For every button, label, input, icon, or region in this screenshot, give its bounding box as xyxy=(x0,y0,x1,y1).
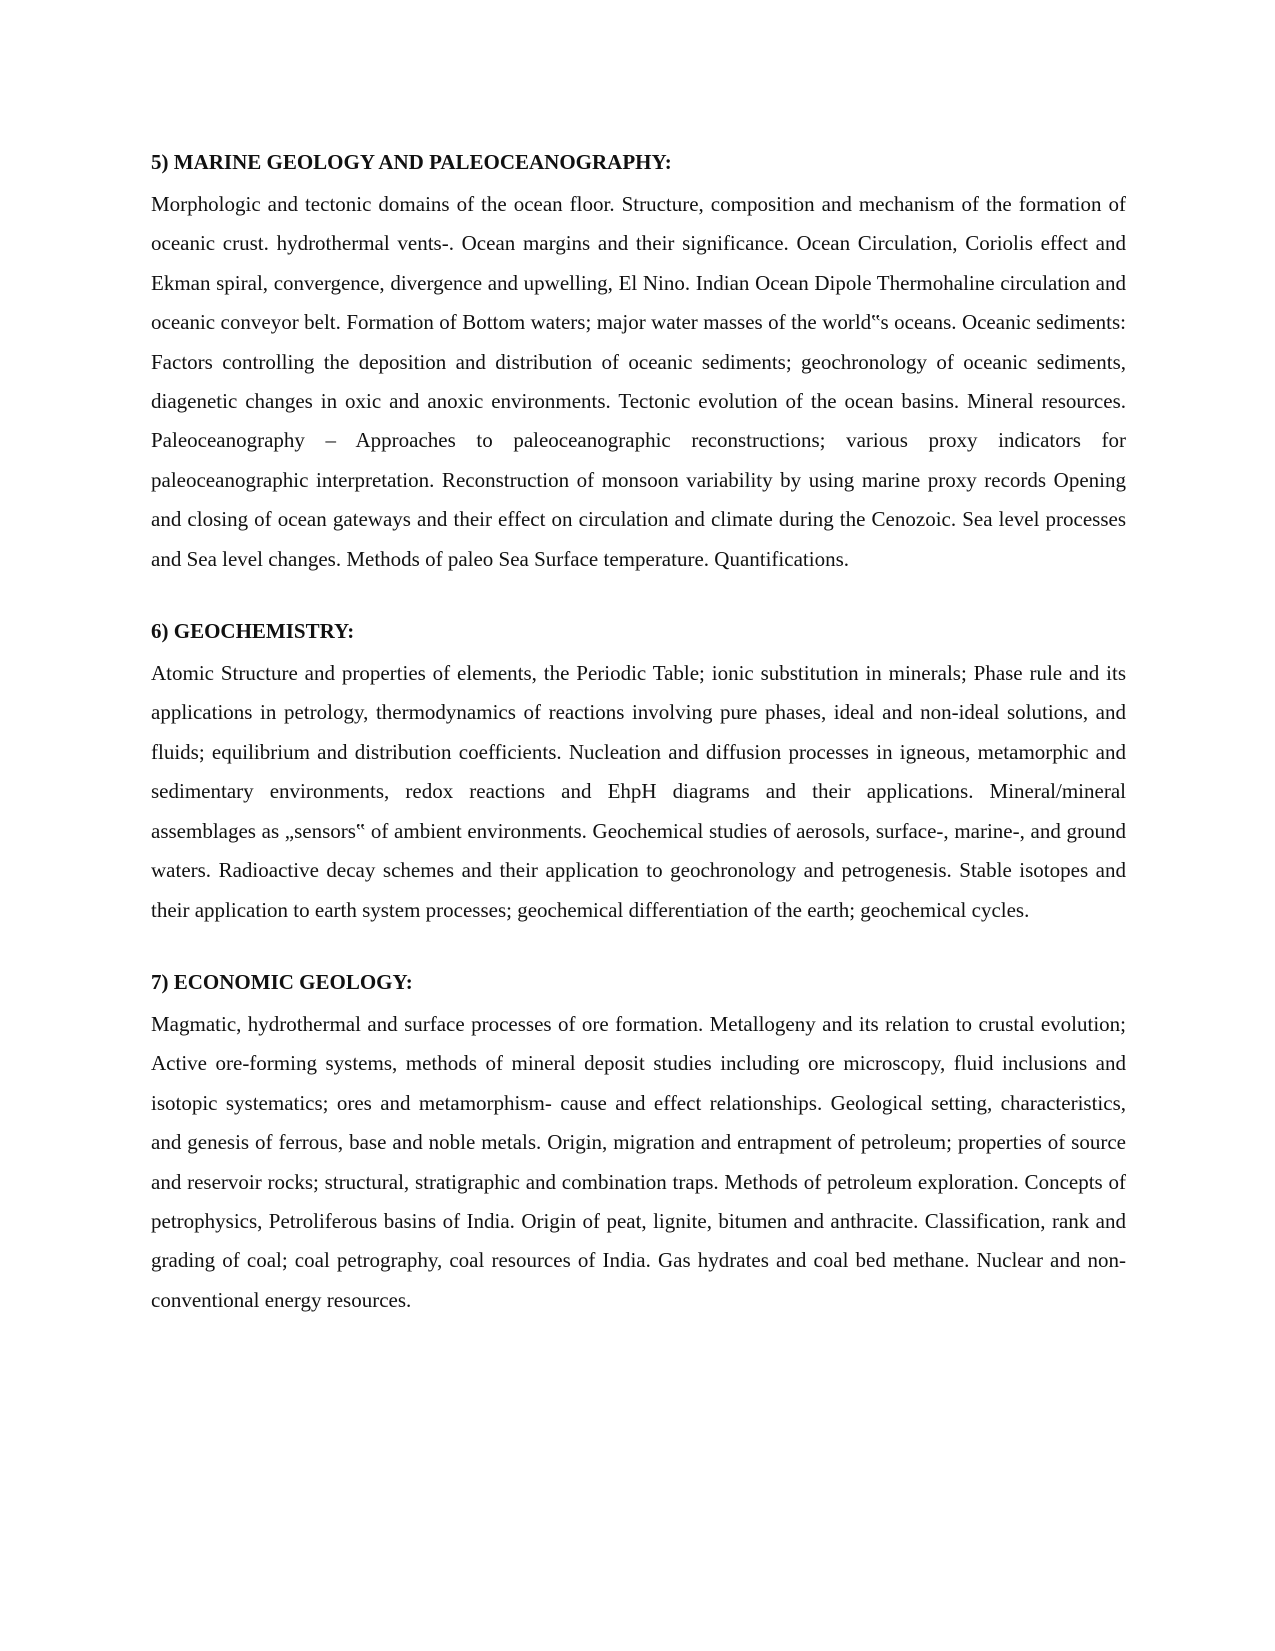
section-economic-geology xyxy=(151,969,1126,1320)
section-body: Atomic Structure and properties of elements, the Periodic Table; ionic substitution in minerals; Phase rule and its applications in petrology, thermodynamics of reactions involving pure phases, ideal and non-ideal solutions, and fluids; equilibrium and distribution coefficients. Nucleation and diffusion processes in igneous, metamorphic and sedimentary environments, redox reactions and EhpH diagrams and their applications. Mineral/mineral assemblages as „sensors‟ of ambient environments. Geochemical studies of aerosols, surface-, marine-, and ground waters. Radioactive decay schemes and their application to geochronology and petrogenesis. Stable isotopes and their application to earth system processes; geochemical differentiation of the earth; geochemical cycles. xyxy=(151,661,1126,922)
section-heading: 7) ECONOMIC GEOLOGY: xyxy=(151,969,413,994)
document-page xyxy=(151,149,1126,1320)
section-heading: 6) GEOCHEMISTRY: xyxy=(151,619,355,644)
section-geochemistry xyxy=(151,618,1126,930)
section-body: Morphologic and tectonic domains of the ocean floor. Structure, composition and mechanism of the formation of oceanic crust. hydrothermal vents-. Ocean margins and their significance. Ocean Circulation, Coriolis effect and Ekman spiral, convergence, divergence and upwelling, El Nino. Indian Ocean Dipole Thermohaline circulation and oceanic conveyor belt. Formation of Bottom waters; major water masses of the world‟s oceans. Oceanic sediments: Factors controlling the deposition and distribution of oceanic sediments; geochronology of oceanic sediments, diagenetic changes in oxic and anoxic environments. Tectonic evolution of the ocean basins. Mineral resources. Paleoceanography – Approaches to paleoceanographic reconstructions; various proxy indicators for paleoceanographic interpretation. Reconstruction of monsoon variability by using marine proxy records Opening and closing of ocean gateways and their effect on circulation and climate during the Cenozoic. Sea level processes and Sea level changes. Methods of paleo Sea Surface temperature. Quantifications. xyxy=(151,192,1126,571)
section-body: Magmatic, hydrothermal and surface processes of ore formation. Metallogeny and its relation to crustal evolution; Active ore-forming systems, methods of mineral deposit studies including ore microscopy, fluid inclusions and isotopic systematics; ores and metamorphism- cause and effect relationships. Geological setting, characteristics, and genesis of ferrous, base and noble metals. Origin, migration and entrapment of petroleum; properties of source and reservoir rocks; structural, stratigraphic and combination traps. Methods of petroleum exploration. Concepts of petrophysics, Petroliferous basins of India. Origin of peat, lignite, bitumen and anthracite. Classification, rank and grading of coal; coal petrography, coal resources of India. Gas hydrates and coal bed methane. Nuclear and non-conventional energy resources. xyxy=(151,1011,1126,1312)
section-heading: 5) MARINE GEOLOGY AND PALEOCEANOGRAPHY: xyxy=(151,150,672,174)
section-marine-geology xyxy=(151,149,1126,579)
